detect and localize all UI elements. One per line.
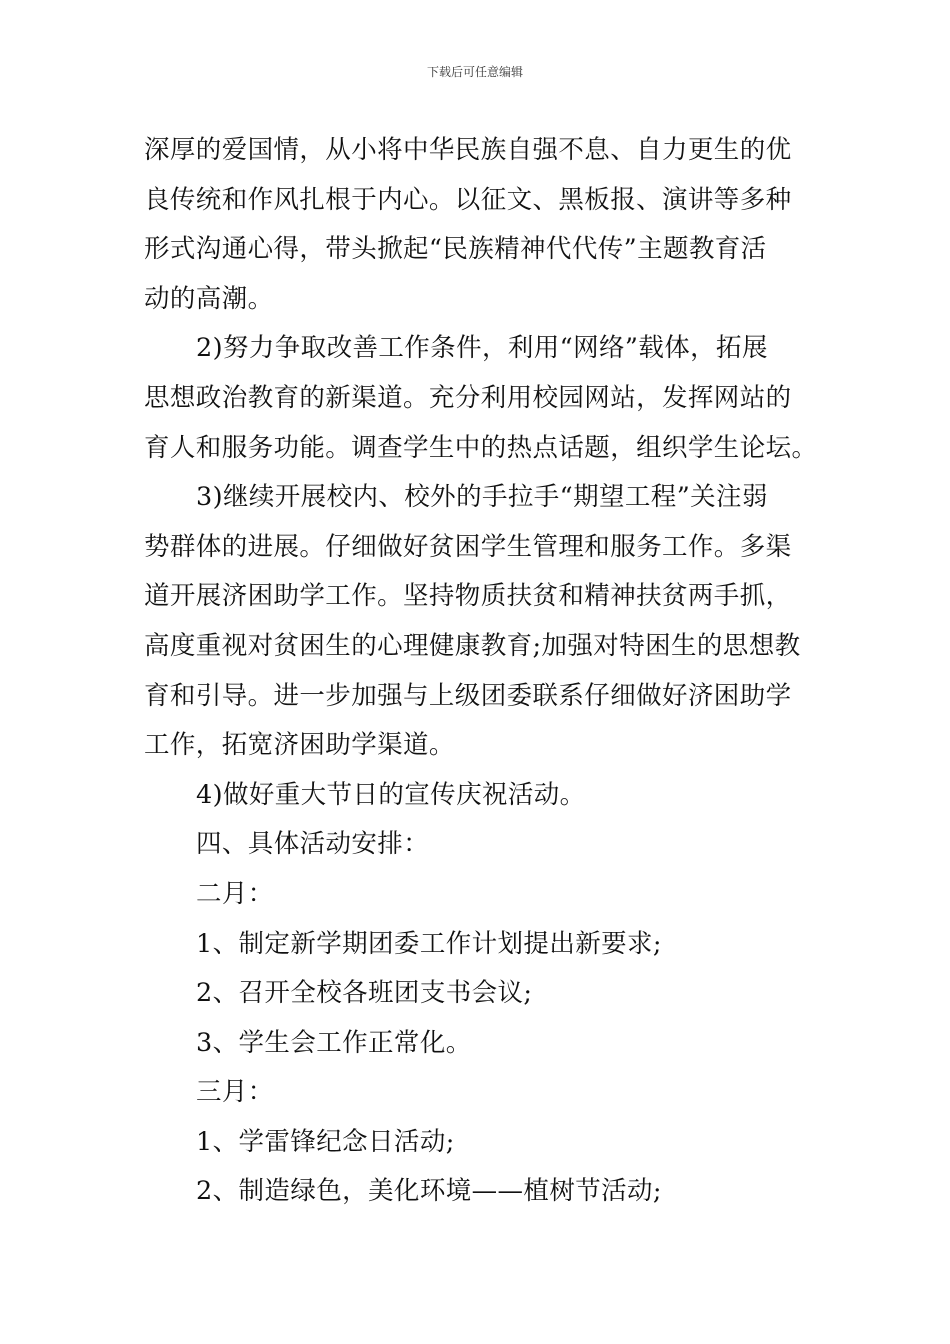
paragraph-line: 育人和服务功能。调查学生中的热点话题，组织学生论坛。 xyxy=(144,432,818,463)
paragraph-line: 2)努力争取改善工作条件，利用“网络”载体，拓展 xyxy=(196,333,768,364)
paragraph-line: 道开展济困助学工作。坚持物质扶贫和精神扶贫两手抓， xyxy=(144,581,792,612)
list-item: 2、制造绿色，美化环境——植树节活动; xyxy=(196,1176,662,1207)
paragraph-line: 育和引导。进一步加强与上级团委联系仔细做好济困助学 xyxy=(144,680,792,711)
list-item: 1、制定新学期团委工作计划提出新要求; xyxy=(196,928,662,959)
paragraph-line: 3)继续开展校内、校外的手拉手“期望工程”关注弱 xyxy=(196,482,768,513)
list-item: 1、学雷锋纪念日活动; xyxy=(196,1126,455,1157)
paragraph-line: 深厚的爱国情，从小将中华民族自强不息、自力更生的优 xyxy=(144,135,792,165)
document-body xyxy=(144,126,818,1217)
paragraph-line: 思想政治教育的新渠道。充分利用校园网站，发挥网站的 xyxy=(144,382,792,413)
paragraph-line: 工作，拓宽济困助学渠道。 xyxy=(144,730,455,761)
paragraph-line: 4)做好重大节日的宣传庆祝活动。 xyxy=(196,779,586,810)
list-item: 2、召开全校各班团支书会议; xyxy=(196,978,533,1009)
month-heading: 三月： xyxy=(196,1077,274,1108)
paragraph-line: 势群体的进展。仔细做好贫困学生管理和服务工作。多渠 xyxy=(144,531,792,562)
section-heading: 四、具体活动安排： xyxy=(196,829,430,860)
paragraph-line: 动的高潮。 xyxy=(144,283,274,314)
list-item: 3、学生会工作正常化。 xyxy=(196,1027,472,1058)
paragraph-line: 形式沟通心得，带头掀起“民族精神代代传”主题教育活 xyxy=(144,234,767,265)
paragraph-line: 良传统和作风扎根于内心。以征文、黑板报、演讲等多种 xyxy=(144,184,792,215)
page-header: 下载后可任意编辑 xyxy=(426,65,523,79)
month-heading: 二月： xyxy=(196,878,274,909)
paragraph-line: 高度重视对贫困生的心理健康教育;加强对特困生的思想教 xyxy=(144,630,801,661)
